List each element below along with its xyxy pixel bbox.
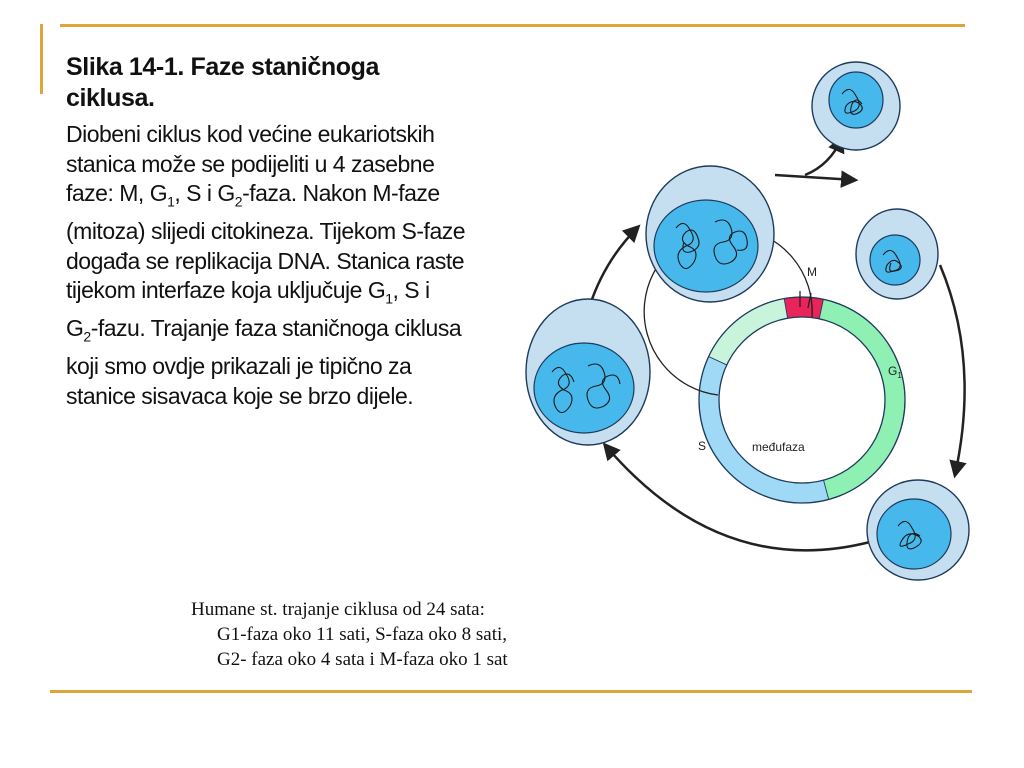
note-line-1: Humane st. trajanje ciklusa od 24 sata: xyxy=(191,599,485,620)
note-line-3: G2- faza oko 4 sata i M-faza oko 1 sat xyxy=(217,649,508,670)
caption-sub-1: 1 xyxy=(167,193,175,210)
cell-daughter-top xyxy=(812,62,900,150)
figure-caption xyxy=(66,52,466,411)
caption-body xyxy=(66,120,466,411)
label-M: M xyxy=(807,265,817,279)
ring-segment-M xyxy=(784,297,823,319)
cell-g2-large xyxy=(646,166,774,302)
caption-title: Slika 14-1. Faze staničnoga ciklusa. xyxy=(66,53,379,112)
top-rule xyxy=(60,24,965,27)
label-S: S xyxy=(698,439,707,453)
cell-daughter-right xyxy=(856,209,938,299)
caption-text-4: , S i G xyxy=(66,277,430,342)
arrow-right-down xyxy=(940,265,965,475)
duration-note xyxy=(191,597,508,672)
note-line-2: G1-faza oko 11 sati, S-faza oko 8 sati, xyxy=(217,624,508,645)
label-G1: $G_1$ xyxy=(888,364,902,380)
caption-sub-4: 2 xyxy=(83,328,91,345)
cell-s-phase xyxy=(526,299,650,445)
caption-text-2: , S i G xyxy=(174,180,235,206)
label-interphase: međufaza xyxy=(752,440,805,454)
caption-text-1: Diobeni ciklus kod većine eukariotskih stanica može se podijeliti u 4 zasebne faze: M, G xyxy=(66,121,435,206)
ring-inner-edge xyxy=(719,317,885,483)
left-rule xyxy=(40,24,43,94)
bottom-rule xyxy=(50,690,972,693)
cell-g1-bottom xyxy=(867,480,969,580)
caption-text-5: -fazu. Trajanje faza staničnoga ciklusa koji smo ovdje prikazali je tipično za stanice sisavaca koje se brzo dijele. xyxy=(66,315,462,409)
cell-cycle-diagram xyxy=(500,50,990,600)
caption-sub-3: 1 xyxy=(385,290,393,307)
caption-sub-2: 2 xyxy=(234,193,243,210)
arrow-top-right xyxy=(775,175,855,180)
caption-text-3: -faza. Nakon M-faze (mitoza) slijedi citokineza. Tijekom S-faze događa se replikacija DNA. Stanica raste tijekom interfaze koja uključuje G xyxy=(66,180,466,304)
arrow-left-up xyxy=(590,227,638,305)
